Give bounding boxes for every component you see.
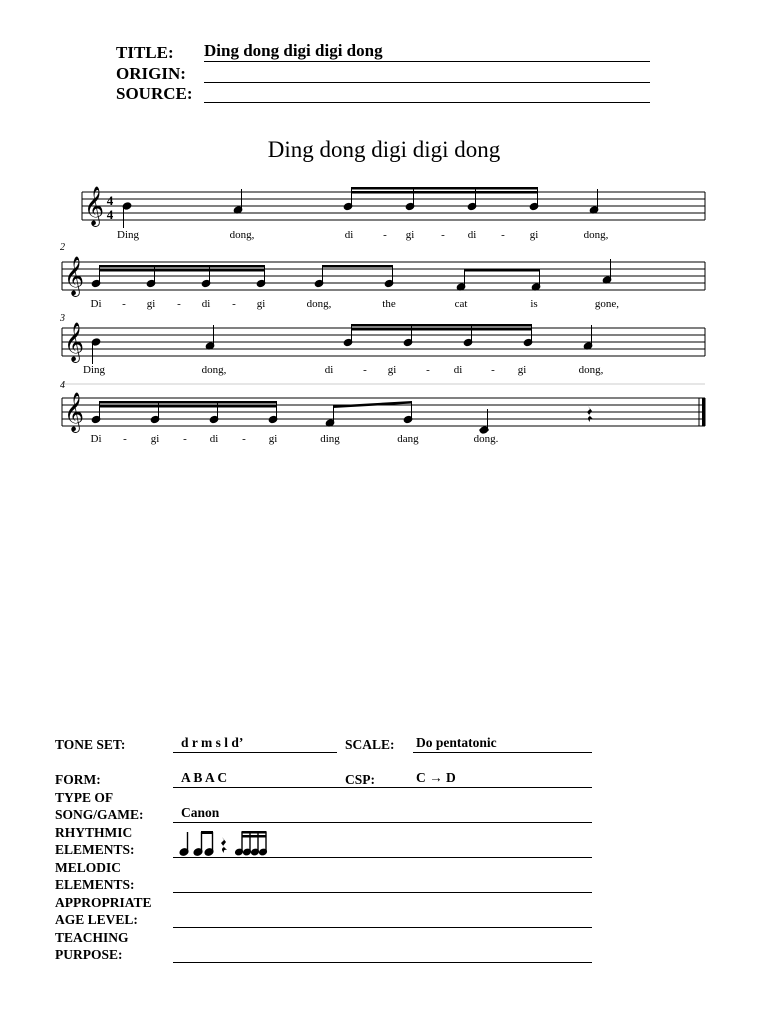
lyric-syllable: dong, [306, 298, 332, 310]
melodic-label-1: MELODIC [55, 860, 122, 875]
beam [351, 187, 538, 190]
source-label: SOURCE: [116, 84, 193, 103]
lyric-hyphen: - [183, 433, 187, 445]
staff-line-group-1 [82, 192, 705, 220]
csp-value: C → D [416, 770, 456, 785]
lyric-syllable: dang [397, 433, 419, 445]
lyric-hyphen: - [491, 364, 495, 376]
lyric-hyphen: - [123, 433, 127, 445]
lyric-syllable: dong, [583, 229, 609, 241]
treble-clef: 𝄞 [64, 256, 85, 296]
melodic-label-2: ELEMENTS: [55, 877, 135, 892]
lyric-syllable: gi [268, 433, 278, 445]
beam [351, 191, 538, 194]
purpose-label-1: TEACHING [55, 930, 129, 945]
lyric-syllable: dong. [473, 433, 499, 445]
lyric-syllable: di [453, 364, 463, 376]
title-value: Ding dong digi digi dong [204, 41, 383, 60]
lyric-syllable: di [201, 298, 211, 310]
lyric-hyphen: - [122, 298, 126, 310]
measure-number-4: 4 [60, 380, 65, 391]
tone-set-label: TONE SET: [55, 737, 126, 752]
age-field[interactable] [173, 911, 592, 928]
purpose-field[interactable] [173, 946, 592, 963]
melodic-field[interactable] [173, 876, 592, 893]
notes-system-1 [122, 187, 599, 228]
lyric-hyphen: - [242, 433, 246, 445]
purpose-label-2: PURPOSE: [55, 947, 123, 962]
lyric-hyphen: - [232, 298, 236, 310]
lyric-syllable: di [209, 433, 219, 445]
quarter-rest [587, 406, 593, 422]
type-value: Canon [181, 805, 220, 820]
lyric-syllable: ding [320, 433, 340, 445]
lyric-syllable: di [324, 364, 334, 376]
lyric-hyphen: - [383, 229, 387, 241]
lyric-syllable: dong, [201, 364, 227, 376]
lyric-syllable: dong, [578, 364, 604, 376]
lyric-syllable: gi [517, 364, 527, 376]
song-title: Ding dong digi digi dong [267, 137, 501, 162]
tone-set-value: d r m s l d’ [181, 735, 244, 750]
lyric-syllable: di [467, 229, 477, 241]
lyric-syllable: gone, [594, 298, 620, 310]
measure-number-2: 2 [60, 242, 65, 253]
type-field[interactable] [173, 806, 592, 823]
notes-system-2 [91, 259, 612, 291]
lyric-syllable: gi [150, 433, 160, 445]
treble-clef: 𝄞 [64, 392, 85, 432]
lyric-syllable: is [530, 298, 538, 310]
form-field[interactable] [173, 771, 592, 788]
age-label-1: APPROPRIATE [55, 895, 152, 910]
csp-label: CSP: [345, 772, 375, 787]
form-label: FORM: [55, 772, 101, 787]
lyric-syllable: cat [454, 298, 468, 310]
rhythm-notation-icon [178, 826, 278, 858]
form-value: A B A C [181, 770, 228, 785]
lyric-syllable: Ding [83, 364, 105, 376]
notes-system-4 [91, 401, 593, 434]
lyric-syllable: gi [146, 298, 156, 310]
age-label-2: AGE LEVEL: [55, 912, 138, 927]
lyric-syllable: gi [529, 229, 539, 241]
lyric-hyphen: - [501, 229, 505, 241]
lyric-syllable: the [382, 298, 396, 310]
staff-line-group-3 [62, 328, 705, 356]
lyric-syllable: Ding [117, 229, 139, 241]
lyric-syllable: gi [256, 298, 266, 310]
time-sig-bottom: 4 [106, 207, 114, 222]
lyric-hyphen: - [441, 229, 445, 241]
time-sig-top: 4 [106, 193, 114, 208]
lyric-hyphen: - [426, 364, 430, 376]
lyric-syllable: gi [405, 229, 415, 241]
lyric-hyphen: - [363, 364, 367, 376]
final-barline [702, 398, 706, 426]
title-label: TITLE: [116, 43, 174, 62]
lyric-hyphen: - [177, 298, 181, 310]
lyric-syllable: gi [387, 364, 397, 376]
scale-label: SCALE: [345, 737, 395, 752]
notes-system-3 [91, 324, 593, 364]
treble-clef: 𝄞 [84, 186, 105, 226]
type-label-1: TYPE OF [55, 790, 114, 805]
measure-number-3: 3 [60, 313, 65, 324]
scale-value: Do pentatonic [416, 735, 497, 750]
rhythmic-label-2: ELEMENTS: [55, 842, 135, 857]
origin-label: ORIGIN: [116, 64, 186, 83]
type-label-2: SONG/GAME: [55, 807, 144, 822]
rhythmic-label-1: RHYTHMIC [55, 825, 133, 840]
lyric-syllable: Di [90, 433, 102, 445]
lyric-syllable: Di [90, 298, 102, 310]
lyric-syllable: di [344, 229, 354, 241]
lyric-syllable: dong, [229, 229, 255, 241]
treble-clef: 𝄞 [64, 322, 85, 362]
